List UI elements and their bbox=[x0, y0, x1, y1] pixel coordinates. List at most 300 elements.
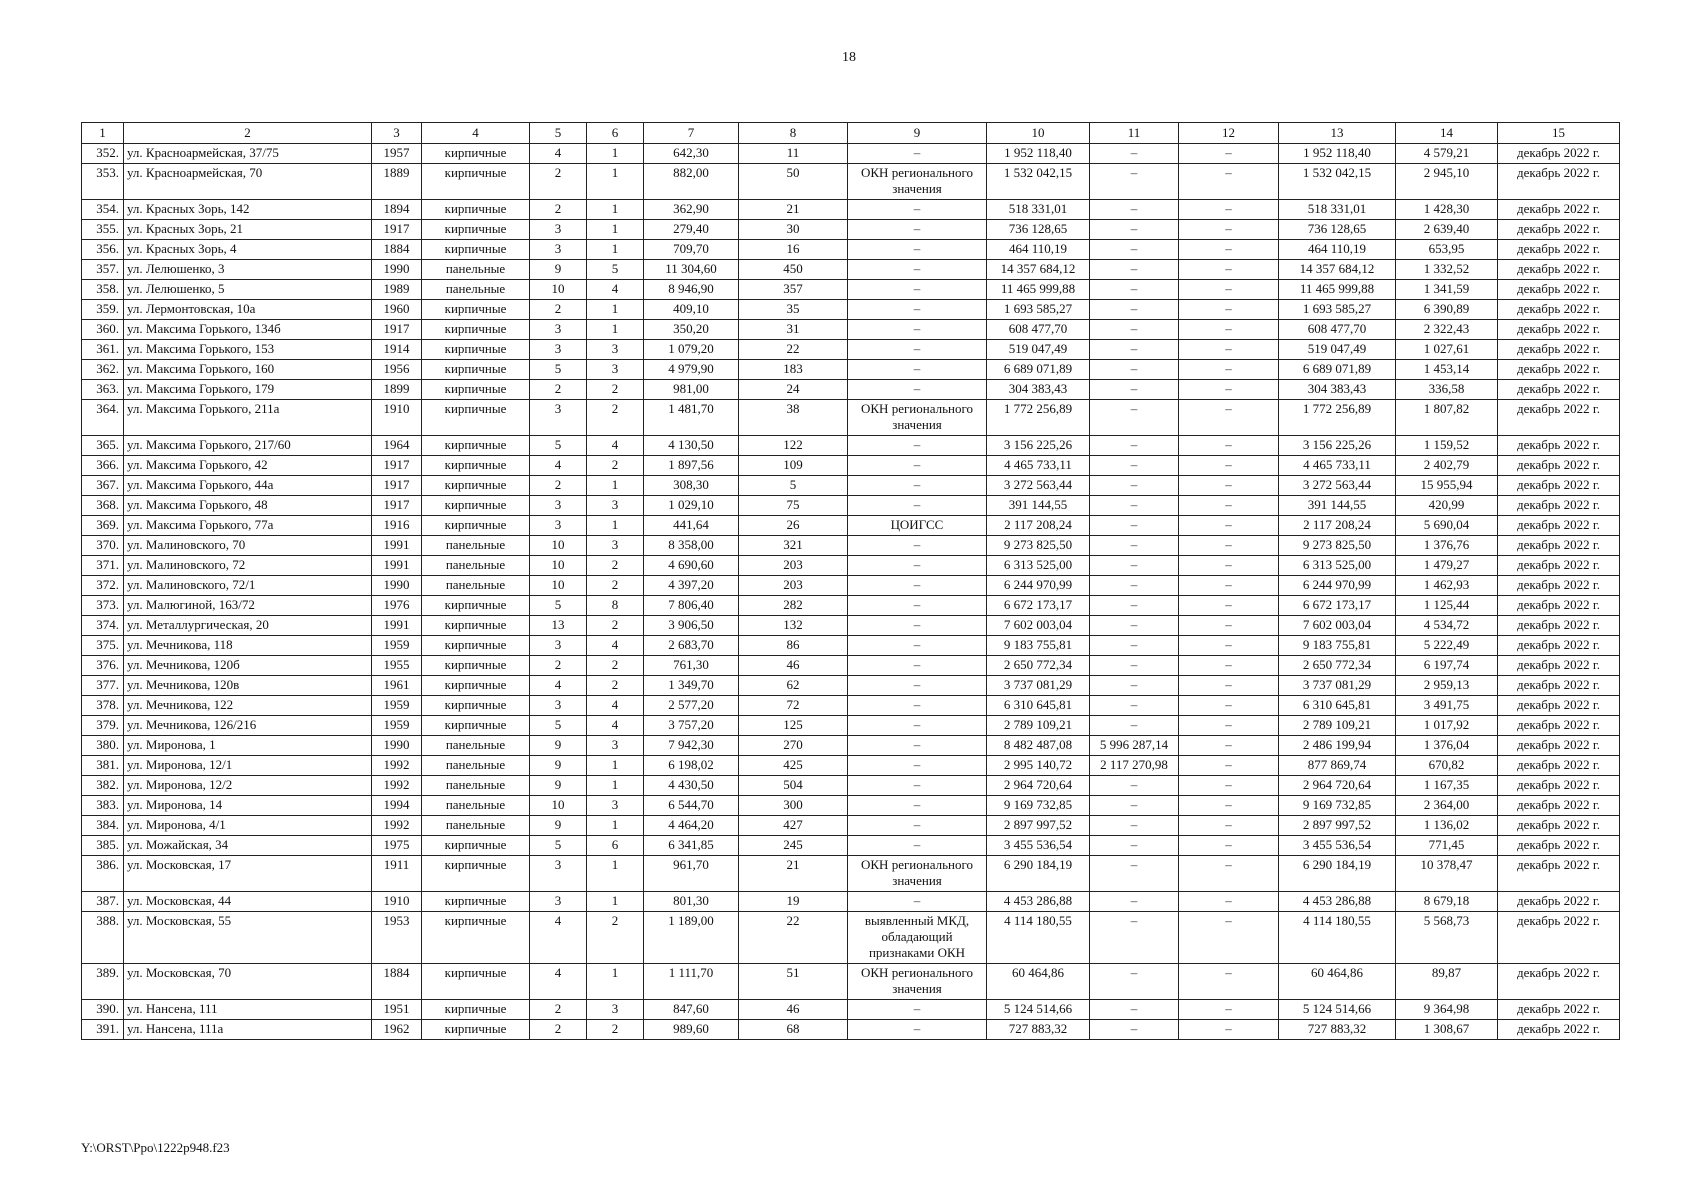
cell-residents: 75 bbox=[739, 496, 848, 516]
cell-year-built: 1917 bbox=[372, 496, 422, 516]
cell-year-built: 1992 bbox=[372, 816, 422, 836]
cell-wall-material: кирпичные bbox=[422, 340, 530, 360]
cell-floors: 3 bbox=[530, 340, 587, 360]
cell-deadline: декабрь 2022 г. bbox=[1498, 144, 1620, 164]
cell-cost-per-sqm: 10 378,47 bbox=[1396, 856, 1498, 892]
cell-deadline: декабрь 2022 г. bbox=[1498, 400, 1620, 436]
cell-deadline: декабрь 2022 г. bbox=[1498, 516, 1620, 536]
cell-area: 1 481,70 bbox=[644, 400, 739, 436]
cell-total-cost: 11 465 999,88 bbox=[987, 280, 1090, 300]
cell-year-built: 1976 bbox=[372, 596, 422, 616]
cell-cost-col-11: – bbox=[1090, 220, 1179, 240]
cell-area: 4 397,20 bbox=[644, 576, 739, 596]
cell-entrances: 1 bbox=[587, 756, 644, 776]
cell-floors: 3 bbox=[530, 220, 587, 240]
table-row bbox=[82, 260, 1620, 280]
cell-row-number: 359. bbox=[82, 300, 124, 320]
cell-cost-col-11: – bbox=[1090, 556, 1179, 576]
cell-heritage-status: выявленный МКД, обладающий признаками ОКН bbox=[848, 912, 987, 964]
cell-total-cost: 9 273 825,50 bbox=[987, 536, 1090, 556]
cell-cost-col-13: 5 124 514,66 bbox=[1279, 1000, 1396, 1020]
cell-residents: 203 bbox=[739, 576, 848, 596]
cell-address: ул. Металлургическая, 20 bbox=[124, 616, 372, 636]
cell-cost-col-12: – bbox=[1179, 756, 1279, 776]
cell-address: ул. Лелюшенко, 3 bbox=[124, 260, 372, 280]
cell-deadline: декабрь 2022 г. bbox=[1498, 696, 1620, 716]
cell-row-number: 368. bbox=[82, 496, 124, 516]
cell-year-built: 1889 bbox=[372, 164, 422, 200]
cell-year-built: 1910 bbox=[372, 892, 422, 912]
cell-cost-col-13: 391 144,55 bbox=[1279, 496, 1396, 516]
cell-year-built: 1990 bbox=[372, 736, 422, 756]
cell-residents: 5 bbox=[739, 476, 848, 496]
cell-heritage-status: – bbox=[848, 576, 987, 596]
cell-heritage-status: ОКН регионального значения bbox=[848, 164, 987, 200]
cell-address: ул. Мечникова, 118 bbox=[124, 636, 372, 656]
cell-cost-col-12: – bbox=[1179, 300, 1279, 320]
cell-entrances: 1 bbox=[587, 892, 644, 912]
cell-cost-col-12: – bbox=[1179, 636, 1279, 656]
cell-floors: 3 bbox=[530, 516, 587, 536]
cell-cost-col-11: – bbox=[1090, 320, 1179, 340]
column-header-6: 6 bbox=[587, 123, 644, 144]
cell-area: 7 806,40 bbox=[644, 596, 739, 616]
cell-cost-per-sqm: 6 390,89 bbox=[1396, 300, 1498, 320]
cell-row-number: 371. bbox=[82, 556, 124, 576]
cell-total-cost: 2 789 109,21 bbox=[987, 716, 1090, 736]
cell-cost-per-sqm: 1 462,93 bbox=[1396, 576, 1498, 596]
cell-heritage-status: – bbox=[848, 260, 987, 280]
cell-year-built: 1975 bbox=[372, 836, 422, 856]
cell-entrances: 1 bbox=[587, 516, 644, 536]
cell-row-number: 357. bbox=[82, 260, 124, 280]
column-header-10: 10 bbox=[987, 123, 1090, 144]
cell-cost-per-sqm: 1 159,52 bbox=[1396, 436, 1498, 456]
cell-address: ул. Мечникова, 122 bbox=[124, 696, 372, 716]
cell-year-built: 1991 bbox=[372, 536, 422, 556]
cell-cost-per-sqm: 1 136,02 bbox=[1396, 816, 1498, 836]
cell-deadline: декабрь 2022 г. bbox=[1498, 300, 1620, 320]
cell-row-number: 391. bbox=[82, 1020, 124, 1040]
cell-wall-material: кирпичные bbox=[422, 596, 530, 616]
cell-row-number: 386. bbox=[82, 856, 124, 892]
cell-wall-material: кирпичные bbox=[422, 836, 530, 856]
cell-cost-col-11: – bbox=[1090, 716, 1179, 736]
cell-cost-per-sqm: 5 568,73 bbox=[1396, 912, 1498, 964]
cell-area: 3 757,20 bbox=[644, 716, 739, 736]
cell-cost-col-12: – bbox=[1179, 556, 1279, 576]
page-number: 18 bbox=[842, 50, 856, 65]
cell-cost-col-11: 2 117 270,98 bbox=[1090, 756, 1179, 776]
cell-year-built: 1960 bbox=[372, 300, 422, 320]
cell-deadline: декабрь 2022 г. bbox=[1498, 380, 1620, 400]
cell-floors: 9 bbox=[530, 736, 587, 756]
cell-floors: 2 bbox=[530, 656, 587, 676]
cell-cost-col-12: – bbox=[1179, 380, 1279, 400]
cell-cost-col-12: – bbox=[1179, 716, 1279, 736]
cell-address: ул. Малиновского, 70 bbox=[124, 536, 372, 556]
table-row bbox=[82, 536, 1620, 556]
cell-address: ул. Максима Горького, 77а bbox=[124, 516, 372, 536]
cell-total-cost: 8 482 487,08 bbox=[987, 736, 1090, 756]
cell-total-cost: 6 310 645,81 bbox=[987, 696, 1090, 716]
cell-deadline: декабрь 2022 г. bbox=[1498, 240, 1620, 260]
cell-cost-col-12: – bbox=[1179, 736, 1279, 756]
cell-year-built: 1989 bbox=[372, 280, 422, 300]
cell-cost-col-11: – bbox=[1090, 636, 1179, 656]
cell-deadline: декабрь 2022 г. bbox=[1498, 496, 1620, 516]
table-row bbox=[82, 696, 1620, 716]
cell-cost-col-11: – bbox=[1090, 596, 1179, 616]
cell-deadline: декабрь 2022 г. bbox=[1498, 164, 1620, 200]
cell-cost-col-11: – bbox=[1090, 280, 1179, 300]
cell-cost-col-11: – bbox=[1090, 144, 1179, 164]
cell-wall-material: панельные bbox=[422, 816, 530, 836]
cell-residents: 504 bbox=[739, 776, 848, 796]
cell-total-cost: 6 290 184,19 bbox=[987, 856, 1090, 892]
cell-area: 1 349,70 bbox=[644, 676, 739, 696]
cell-area: 4 979,90 bbox=[644, 360, 739, 380]
cell-entrances: 3 bbox=[587, 796, 644, 816]
cell-heritage-status: – bbox=[848, 816, 987, 836]
table-row bbox=[82, 340, 1620, 360]
cell-cost-col-12: – bbox=[1179, 892, 1279, 912]
cell-floors: 10 bbox=[530, 556, 587, 576]
cell-row-number: 360. bbox=[82, 320, 124, 340]
cell-heritage-status: – bbox=[848, 144, 987, 164]
cell-cost-per-sqm: 2 364,00 bbox=[1396, 796, 1498, 816]
cell-entrances: 1 bbox=[587, 164, 644, 200]
cell-year-built: 1964 bbox=[372, 436, 422, 456]
cell-deadline: декабрь 2022 г. bbox=[1498, 220, 1620, 240]
table-row bbox=[82, 496, 1620, 516]
column-header-14: 14 bbox=[1396, 123, 1498, 144]
cell-cost-col-11: – bbox=[1090, 164, 1179, 200]
cell-cost-col-11: – bbox=[1090, 776, 1179, 796]
cell-year-built: 1894 bbox=[372, 200, 422, 220]
cell-area: 8 946,90 bbox=[644, 280, 739, 300]
cell-cost-col-11: – bbox=[1090, 856, 1179, 892]
cell-address: ул. Московская, 70 bbox=[124, 964, 372, 1000]
cell-residents: 51 bbox=[739, 964, 848, 1000]
cell-cost-per-sqm: 6 197,74 bbox=[1396, 656, 1498, 676]
cell-address: ул. Лелюшенко, 5 bbox=[124, 280, 372, 300]
column-header-11: 11 bbox=[1090, 123, 1179, 144]
cell-cost-per-sqm: 5 690,04 bbox=[1396, 516, 1498, 536]
cell-area: 409,10 bbox=[644, 300, 739, 320]
cell-area: 362,90 bbox=[644, 200, 739, 220]
cell-floors: 10 bbox=[530, 796, 587, 816]
table-row bbox=[82, 516, 1620, 536]
cell-cost-per-sqm: 1 125,44 bbox=[1396, 596, 1498, 616]
cell-floors: 2 bbox=[530, 1000, 587, 1020]
cell-entrances: 3 bbox=[587, 340, 644, 360]
cell-year-built: 1917 bbox=[372, 456, 422, 476]
cell-cost-col-13: 6 672 173,17 bbox=[1279, 596, 1396, 616]
cell-wall-material: кирпичные bbox=[422, 436, 530, 456]
cell-deadline: декабрь 2022 г. bbox=[1498, 716, 1620, 736]
cell-wall-material: кирпичные bbox=[422, 1020, 530, 1040]
cell-cost-col-12: – bbox=[1179, 816, 1279, 836]
cell-cost-col-12: – bbox=[1179, 676, 1279, 696]
column-header-7: 7 bbox=[644, 123, 739, 144]
cell-cost-col-13: 877 869,74 bbox=[1279, 756, 1396, 776]
table-row bbox=[82, 1000, 1620, 1020]
cell-deadline: декабрь 2022 г. bbox=[1498, 836, 1620, 856]
cell-residents: 31 bbox=[739, 320, 848, 340]
cell-heritage-status: ОКН регионального значения bbox=[848, 400, 987, 436]
cell-cost-col-11: – bbox=[1090, 400, 1179, 436]
cell-floors: 9 bbox=[530, 260, 587, 280]
cell-cost-col-12: – bbox=[1179, 400, 1279, 436]
cell-cost-col-12: – bbox=[1179, 516, 1279, 536]
cell-heritage-status: – bbox=[848, 796, 987, 816]
cell-total-cost: 736 128,65 bbox=[987, 220, 1090, 240]
cell-wall-material: кирпичные bbox=[422, 360, 530, 380]
table-row bbox=[82, 912, 1620, 964]
cell-total-cost: 391 144,55 bbox=[987, 496, 1090, 516]
cell-cost-col-12: – bbox=[1179, 496, 1279, 516]
cell-area: 4 430,50 bbox=[644, 776, 739, 796]
cell-total-cost: 2 897 997,52 bbox=[987, 816, 1090, 836]
cell-cost-per-sqm: 9 364,98 bbox=[1396, 1000, 1498, 1020]
cell-cost-col-11: – bbox=[1090, 576, 1179, 596]
cell-entrances: 1 bbox=[587, 300, 644, 320]
cell-total-cost: 3 737 081,29 bbox=[987, 676, 1090, 696]
cell-cost-per-sqm: 2 639,40 bbox=[1396, 220, 1498, 240]
cell-deadline: декабрь 2022 г. bbox=[1498, 736, 1620, 756]
cell-row-number: 380. bbox=[82, 736, 124, 756]
cell-wall-material: кирпичные bbox=[422, 220, 530, 240]
cell-area: 2 683,70 bbox=[644, 636, 739, 656]
cell-cost-col-13: 1 952 118,40 bbox=[1279, 144, 1396, 164]
cell-entrances: 2 bbox=[587, 912, 644, 964]
cell-address: ул. Максима Горького, 179 bbox=[124, 380, 372, 400]
cell-cost-col-13: 7 602 003,04 bbox=[1279, 616, 1396, 636]
cell-cost-per-sqm: 1 027,61 bbox=[1396, 340, 1498, 360]
cell-cost-col-13: 9 169 732,85 bbox=[1279, 796, 1396, 816]
cell-cost-col-11: – bbox=[1090, 200, 1179, 220]
cell-address: ул. Миронова, 4/1 bbox=[124, 816, 372, 836]
cell-cost-col-11: – bbox=[1090, 892, 1179, 912]
cell-cost-per-sqm: 1 479,27 bbox=[1396, 556, 1498, 576]
cell-cost-col-11: – bbox=[1090, 496, 1179, 516]
cell-entrances: 4 bbox=[587, 696, 644, 716]
cell-area: 1 111,70 bbox=[644, 964, 739, 1000]
cell-deadline: декабрь 2022 г. bbox=[1498, 676, 1620, 696]
cell-address: ул. Малиновского, 72 bbox=[124, 556, 372, 576]
cell-area: 3 906,50 bbox=[644, 616, 739, 636]
cell-cost-col-13: 3 737 081,29 bbox=[1279, 676, 1396, 696]
cell-entrances: 2 bbox=[587, 656, 644, 676]
cell-cost-per-sqm: 1 453,14 bbox=[1396, 360, 1498, 380]
cell-floors: 2 bbox=[530, 380, 587, 400]
cell-total-cost: 2 117 208,24 bbox=[987, 516, 1090, 536]
cell-cost-col-13: 4 453 286,88 bbox=[1279, 892, 1396, 912]
cell-address: ул. Красных Зорь, 21 bbox=[124, 220, 372, 240]
cell-cost-col-13: 6 310 645,81 bbox=[1279, 696, 1396, 716]
cell-cost-per-sqm: 1 807,82 bbox=[1396, 400, 1498, 436]
cell-cost-col-12: – bbox=[1179, 260, 1279, 280]
column-header-12: 12 bbox=[1179, 123, 1279, 144]
cell-area: 1 897,56 bbox=[644, 456, 739, 476]
cell-cost-col-12: – bbox=[1179, 164, 1279, 200]
cell-wall-material: панельные bbox=[422, 536, 530, 556]
cell-entrances: 1 bbox=[587, 220, 644, 240]
cell-address: ул. Нансена, 111а bbox=[124, 1020, 372, 1040]
table-row bbox=[82, 776, 1620, 796]
cell-heritage-status: – bbox=[848, 716, 987, 736]
cell-heritage-status: ОКН регионального значения bbox=[848, 856, 987, 892]
cell-wall-material: панельные bbox=[422, 260, 530, 280]
cell-deadline: декабрь 2022 г. bbox=[1498, 656, 1620, 676]
column-header-8: 8 bbox=[739, 123, 848, 144]
cell-area: 2 577,20 bbox=[644, 696, 739, 716]
cell-cost-col-11: 5 996 287,14 bbox=[1090, 736, 1179, 756]
table-row bbox=[82, 836, 1620, 856]
cell-deadline: декабрь 2022 г. bbox=[1498, 616, 1620, 636]
cell-heritage-status: – bbox=[848, 536, 987, 556]
table-row bbox=[82, 240, 1620, 260]
cell-year-built: 1884 bbox=[372, 964, 422, 1000]
cell-total-cost: 1 532 042,15 bbox=[987, 164, 1090, 200]
cell-deadline: декабрь 2022 г. bbox=[1498, 636, 1620, 656]
cell-entrances: 1 bbox=[587, 964, 644, 1000]
table-row bbox=[82, 736, 1620, 756]
cell-cost-col-13: 2 117 208,24 bbox=[1279, 516, 1396, 536]
table-body bbox=[82, 144, 1620, 1040]
cell-cost-col-13: 6 290 184,19 bbox=[1279, 856, 1396, 892]
cell-floors: 3 bbox=[530, 400, 587, 436]
cell-total-cost: 3 272 563,44 bbox=[987, 476, 1090, 496]
column-header-3: 3 bbox=[372, 123, 422, 144]
cell-area: 1 079,20 bbox=[644, 340, 739, 360]
cell-cost-per-sqm: 5 222,49 bbox=[1396, 636, 1498, 656]
cell-address: ул. Миронова, 14 bbox=[124, 796, 372, 816]
cell-residents: 19 bbox=[739, 892, 848, 912]
cell-cost-col-12: – bbox=[1179, 656, 1279, 676]
cell-entrances: 1 bbox=[587, 200, 644, 220]
cell-heritage-status: – bbox=[848, 1020, 987, 1040]
cell-year-built: 1961 bbox=[372, 676, 422, 696]
cell-residents: 183 bbox=[739, 360, 848, 380]
cell-cost-col-12: – bbox=[1179, 1000, 1279, 1020]
table-row bbox=[82, 636, 1620, 656]
cell-total-cost: 518 331,01 bbox=[987, 200, 1090, 220]
cell-cost-col-12: – bbox=[1179, 616, 1279, 636]
cell-residents: 16 bbox=[739, 240, 848, 260]
table-row bbox=[82, 616, 1620, 636]
table-row bbox=[82, 556, 1620, 576]
cell-cost-col-13: 2 486 199,94 bbox=[1279, 736, 1396, 756]
cell-area: 350,20 bbox=[644, 320, 739, 340]
cell-deadline: декабрь 2022 г. bbox=[1498, 536, 1620, 556]
cell-wall-material: кирпичные bbox=[422, 164, 530, 200]
cell-residents: 122 bbox=[739, 436, 848, 456]
cell-year-built: 1990 bbox=[372, 260, 422, 280]
cell-wall-material: кирпичные bbox=[422, 716, 530, 736]
cell-total-cost: 2 964 720,64 bbox=[987, 776, 1090, 796]
cell-wall-material: кирпичные bbox=[422, 320, 530, 340]
cell-residents: 72 bbox=[739, 696, 848, 716]
cell-row-number: 373. bbox=[82, 596, 124, 616]
cell-area: 8 358,00 bbox=[644, 536, 739, 556]
cell-floors: 3 bbox=[530, 636, 587, 656]
cell-cost-col-12: – bbox=[1179, 576, 1279, 596]
cell-heritage-status: – bbox=[848, 616, 987, 636]
cell-residents: 125 bbox=[739, 716, 848, 736]
cell-heritage-status: – bbox=[848, 200, 987, 220]
cell-residents: 425 bbox=[739, 756, 848, 776]
cell-cost-col-12: – bbox=[1179, 796, 1279, 816]
table-row bbox=[82, 476, 1620, 496]
cell-cost-per-sqm: 336,58 bbox=[1396, 380, 1498, 400]
table-row bbox=[82, 280, 1620, 300]
cell-address: ул. Московская, 17 bbox=[124, 856, 372, 892]
cell-entrances: 2 bbox=[587, 400, 644, 436]
cell-address: ул. Московская, 44 bbox=[124, 892, 372, 912]
cell-address: ул. Нансена, 111 bbox=[124, 1000, 372, 1020]
cell-cost-per-sqm: 653,95 bbox=[1396, 240, 1498, 260]
cell-row-number: 381. bbox=[82, 756, 124, 776]
table-row bbox=[82, 320, 1620, 340]
table-row bbox=[82, 816, 1620, 836]
cell-deadline: декабрь 2022 г. bbox=[1498, 260, 1620, 280]
cell-total-cost: 4 114 180,55 bbox=[987, 912, 1090, 964]
cell-floors: 9 bbox=[530, 816, 587, 836]
cell-address: ул. Красноармейская, 70 bbox=[124, 164, 372, 200]
cell-total-cost: 9 183 755,81 bbox=[987, 636, 1090, 656]
cell-address: ул. Мечникова, 126/216 bbox=[124, 716, 372, 736]
cell-year-built: 1911 bbox=[372, 856, 422, 892]
cell-deadline: декабрь 2022 г. bbox=[1498, 816, 1620, 836]
cell-residents: 22 bbox=[739, 912, 848, 964]
cell-cost-per-sqm: 771,45 bbox=[1396, 836, 1498, 856]
cell-floors: 4 bbox=[530, 144, 587, 164]
cell-floors: 10 bbox=[530, 536, 587, 556]
cell-cost-col-12: – bbox=[1179, 240, 1279, 260]
cell-entrances: 2 bbox=[587, 556, 644, 576]
cell-wall-material: кирпичные bbox=[422, 656, 530, 676]
cell-floors: 2 bbox=[530, 300, 587, 320]
cell-residents: 427 bbox=[739, 816, 848, 836]
table-row bbox=[82, 716, 1620, 736]
cell-deadline: декабрь 2022 г. bbox=[1498, 756, 1620, 776]
cell-deadline: декабрь 2022 г. bbox=[1498, 912, 1620, 964]
cell-cost-col-13: 727 883,32 bbox=[1279, 1020, 1396, 1040]
cell-residents: 68 bbox=[739, 1020, 848, 1040]
cell-year-built: 1994 bbox=[372, 796, 422, 816]
cell-residents: 132 bbox=[739, 616, 848, 636]
cell-wall-material: панельные bbox=[422, 776, 530, 796]
cell-row-number: 362. bbox=[82, 360, 124, 380]
cell-floors: 13 bbox=[530, 616, 587, 636]
cell-cost-col-12: – bbox=[1179, 436, 1279, 456]
cell-total-cost: 727 883,32 bbox=[987, 1020, 1090, 1040]
cell-cost-col-12: – bbox=[1179, 220, 1279, 240]
cell-area: 4 464,20 bbox=[644, 816, 739, 836]
cell-row-number: 388. bbox=[82, 912, 124, 964]
table-row bbox=[82, 300, 1620, 320]
cell-residents: 203 bbox=[739, 556, 848, 576]
cell-cost-per-sqm: 420,99 bbox=[1396, 496, 1498, 516]
cell-year-built: 1917 bbox=[372, 476, 422, 496]
cell-area: 1 029,10 bbox=[644, 496, 739, 516]
cell-row-number: 385. bbox=[82, 836, 124, 856]
cell-entrances: 4 bbox=[587, 436, 644, 456]
cell-area: 642,30 bbox=[644, 144, 739, 164]
cell-residents: 26 bbox=[739, 516, 848, 536]
